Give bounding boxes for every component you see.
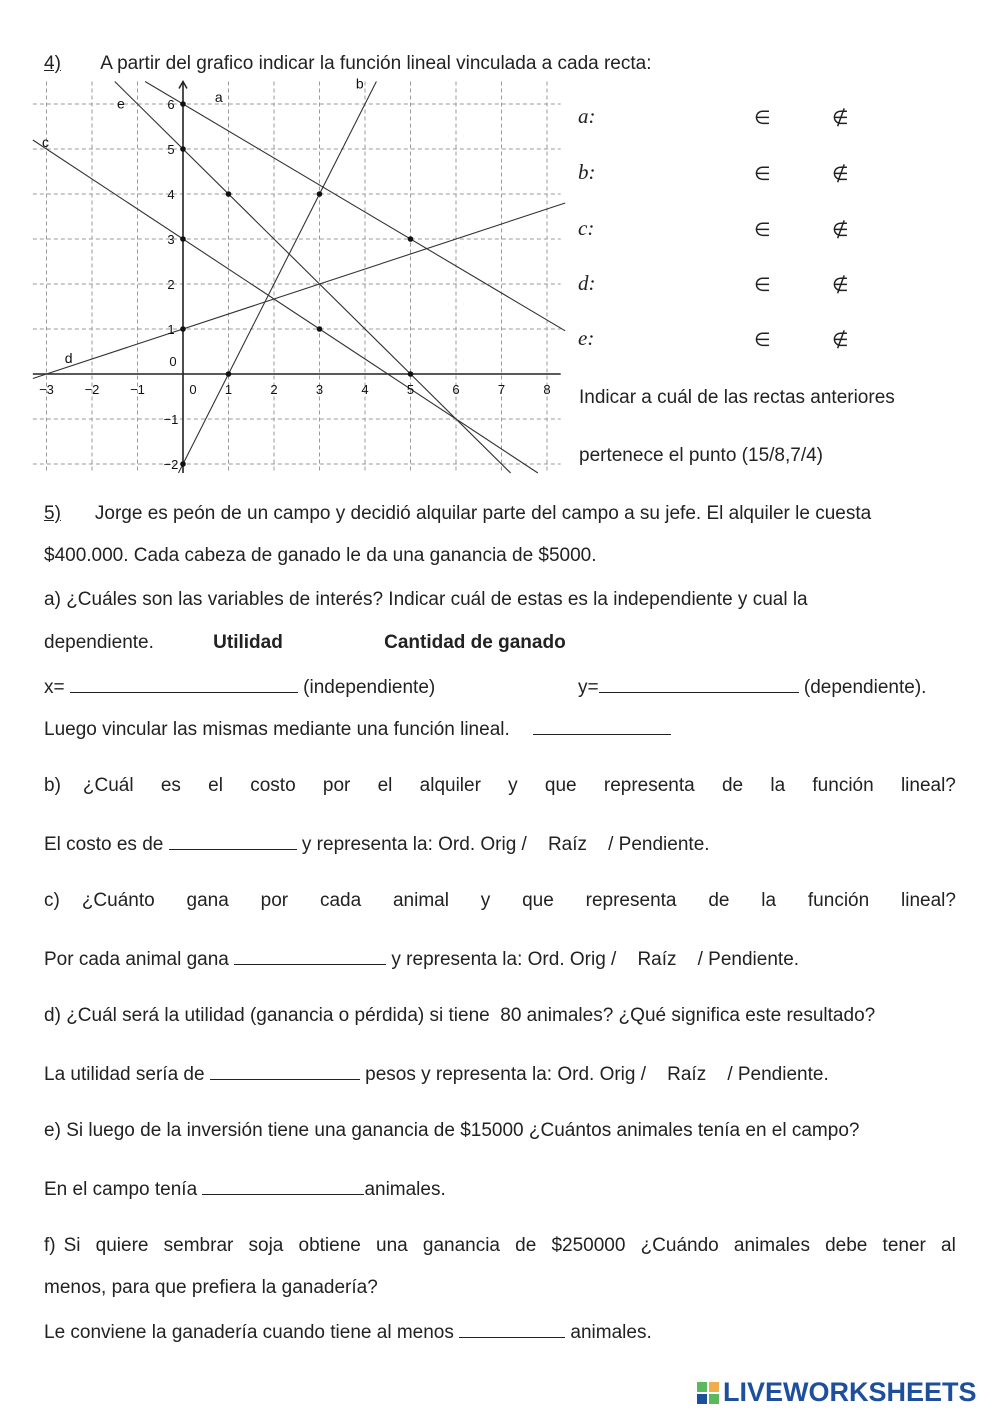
element-of-symbol[interactable]: ∈ xyxy=(754,329,771,351)
word: ¿Cuánto xyxy=(81,890,155,911)
min-animals-blank[interactable] xyxy=(459,1319,565,1338)
option-utilidad[interactable]: Utilidad xyxy=(213,632,283,653)
function-blank[interactable] xyxy=(533,716,671,735)
word: función xyxy=(812,775,874,796)
answer-end: pesos y representa la: Ord. Orig / Raíz / Pendiente. xyxy=(365,1064,829,1085)
answer-start: El costo es de xyxy=(44,834,164,855)
word: representa xyxy=(585,890,677,911)
line-label: c: xyxy=(578,216,595,240)
part-letter: e) xyxy=(44,1120,61,1141)
point-question-line-2: pertenece el punto (15/8,7/4) xyxy=(579,445,824,466)
answer-start: Le conviene la ganadería cuando tiene al menos xyxy=(44,1322,454,1343)
word: ganancia xyxy=(422,1235,500,1256)
liveworksheets-logo[interactable] xyxy=(697,1377,977,1408)
part-f-question-line-2: menos, para que prefiera la ganadería? xyxy=(44,1277,378,1298)
logo-icon xyxy=(697,1382,719,1404)
answer-end: animales. xyxy=(364,1179,446,1200)
cost-blank[interactable] xyxy=(169,831,297,850)
part-d-question xyxy=(44,1004,875,1028)
part-f-answer xyxy=(44,1319,652,1345)
word: de xyxy=(708,890,730,911)
part-letter: c) xyxy=(44,890,60,911)
word: es xyxy=(160,775,181,796)
line-label: e: xyxy=(578,326,595,350)
x-tick-label: 2 xyxy=(270,382,278,397)
y-variable-blank[interactable] xyxy=(599,674,799,693)
line-label: b: xyxy=(578,160,596,184)
part-b-question xyxy=(44,774,956,798)
word: soja xyxy=(248,1235,284,1256)
part-letter: b) xyxy=(44,775,61,796)
answer-end: y representa la: Ord. Orig / Raíz / Pendiente. xyxy=(391,949,800,970)
data-point xyxy=(180,236,186,242)
word: debe xyxy=(825,1235,868,1256)
answer-start: En el campo tenía xyxy=(44,1179,198,1200)
word: de xyxy=(721,775,744,796)
line-label: a: xyxy=(578,104,596,128)
linear-functions-graph xyxy=(30,76,575,486)
x-label: x= xyxy=(44,677,65,698)
word: la xyxy=(761,890,777,911)
word: lineal? xyxy=(900,775,956,796)
not-element-of-symbol[interactable]: ∉ xyxy=(832,329,849,351)
intro-text: Jorge es peón de un campo y decidió alquilar parte del campo a su jefe. El alquiler le cuesta xyxy=(94,503,872,524)
y-note: (dependiente). xyxy=(803,677,927,698)
question-number: 5) xyxy=(44,503,61,524)
word: quiere xyxy=(95,1235,149,1256)
not-element-of-symbol[interactable]: ∉ xyxy=(832,163,849,185)
word: el xyxy=(208,775,223,796)
part-d-answer xyxy=(44,1061,829,1087)
part-a-text: ¿Cuáles son las variables de interés? Indicar cuál de estas es la independiente y cual la xyxy=(66,589,808,610)
part-letter: a) xyxy=(44,589,61,610)
answer-start: La utilidad sería de xyxy=(44,1064,205,1085)
word: y xyxy=(480,890,491,911)
element-of-symbol[interactable]: ∈ xyxy=(754,107,771,129)
line-a xyxy=(145,82,565,331)
element-of-symbol[interactable]: ∈ xyxy=(754,219,771,241)
x-variable-row xyxy=(44,674,435,700)
y-tick-label: 3 xyxy=(167,232,175,247)
answer-start: Por cada animal gana xyxy=(44,949,229,970)
part-a-text-end: dependiente. xyxy=(44,632,154,653)
part-c-answer xyxy=(44,946,799,972)
word: que xyxy=(544,775,577,796)
not-element-of-symbol[interactable]: ∉ xyxy=(832,219,849,241)
word: el xyxy=(377,775,393,796)
part-f-text xyxy=(64,1234,956,1258)
word: por xyxy=(260,890,289,911)
part-c-question xyxy=(44,889,956,913)
word: $250000 xyxy=(551,1235,626,1256)
part-letter: f) xyxy=(44,1235,56,1256)
question-5-intro-line-2: $400.000. Cada cabeza de ganado le da una ganancia de $5000. xyxy=(44,545,597,566)
word: sembrar xyxy=(163,1235,234,1256)
x-tick-label: 4 xyxy=(361,382,369,397)
word: que xyxy=(522,890,554,911)
part-c-text xyxy=(82,889,956,913)
y-variable-row xyxy=(578,674,926,700)
x-tick-label: −2 xyxy=(84,382,100,397)
option-cantidad-ganado[interactable]: Cantidad de ganado xyxy=(384,632,566,653)
part-letter: d) xyxy=(44,1005,61,1026)
x-tick-label: 3 xyxy=(315,382,324,397)
line-label: d: xyxy=(578,271,596,295)
data-point xyxy=(317,326,323,332)
answer-end: animales. xyxy=(570,1322,652,1343)
word: ¿Cuándo xyxy=(640,1235,719,1256)
word: al xyxy=(941,1235,956,1256)
data-point xyxy=(408,371,414,377)
word: Si xyxy=(63,1235,81,1256)
question-5-intro-line-1 xyxy=(44,502,956,526)
y-label: y= xyxy=(578,677,599,698)
word: costo xyxy=(250,775,296,796)
element-of-symbol[interactable]: ∈ xyxy=(754,274,771,296)
y-tick-label: 2 xyxy=(167,277,175,292)
y-tick-label: 6 xyxy=(167,97,175,112)
x-tick-label: 1 xyxy=(224,382,233,397)
line-b xyxy=(178,82,376,474)
data-point xyxy=(180,146,186,152)
data-point xyxy=(226,191,232,197)
word: función xyxy=(807,890,870,911)
question-4-header xyxy=(44,52,652,76)
data-point xyxy=(226,371,232,377)
gain-per-animal-blank[interactable] xyxy=(234,946,386,965)
answer-end: y representa la: Ord. Orig / Raíz / Pendiente. xyxy=(301,834,710,855)
x-tick-label: 5 xyxy=(406,382,415,397)
line-name-label: d xyxy=(64,349,73,366)
part-e-text: Si luego de la inversión tiene una ganancia de $15000 ¿Cuántos animales tenía en el campo? xyxy=(66,1120,860,1141)
part-f-question-line-1 xyxy=(44,1234,956,1258)
word: y xyxy=(508,775,518,796)
word: obtiene xyxy=(298,1235,361,1256)
part-b-answer xyxy=(44,831,710,857)
x-variable-blank[interactable] xyxy=(70,674,298,693)
y-tick-label: 5 xyxy=(167,142,175,157)
x-tick-label: −1 xyxy=(130,382,145,397)
element-of-symbol[interactable]: ∈ xyxy=(754,163,771,185)
y-tick-label: −2 xyxy=(163,457,179,472)
part-d-text: ¿Cuál será la utilidad (ganancia o pérdida) si tiene 80 animales? ¿Qué significa este resultado? xyxy=(66,1005,876,1026)
word: lineal? xyxy=(901,890,956,911)
not-element-of-symbol[interactable]: ∉ xyxy=(832,107,849,129)
data-point xyxy=(180,461,186,467)
line-name-label: b xyxy=(355,76,364,92)
x-tick-label: 0 xyxy=(189,382,197,397)
line-name-label: a xyxy=(214,88,223,105)
word: de xyxy=(515,1235,537,1256)
part-b-text xyxy=(83,774,956,798)
link-text: Luego vincular las mismas mediante una función lineal. xyxy=(44,719,510,740)
y-tick-label: −1 xyxy=(163,412,179,427)
data-point xyxy=(180,326,186,332)
word: representa xyxy=(603,775,695,796)
data-point xyxy=(317,191,323,197)
question-title: A partir del grafico indicar la función lineal vinculada a cada recta: xyxy=(100,53,652,74)
x-tick-label: −3 xyxy=(39,382,54,397)
word: gana xyxy=(186,890,229,911)
part-e-question xyxy=(44,1119,859,1143)
y-tick-label: 1 xyxy=(167,322,175,337)
line-name-label: c xyxy=(41,133,49,150)
line-d xyxy=(33,203,565,378)
word: por xyxy=(322,775,351,796)
part-a-question-line-2 xyxy=(44,631,566,655)
y-tick-label: 4 xyxy=(167,187,175,202)
data-point xyxy=(180,101,186,107)
data-point xyxy=(408,236,414,242)
part-e-answer xyxy=(44,1176,446,1202)
animals-blank[interactable] xyxy=(202,1176,364,1195)
word: alquiler xyxy=(419,775,481,796)
word: la xyxy=(770,775,786,796)
word: cada xyxy=(319,890,362,911)
word: animal xyxy=(392,890,449,911)
logo-text: LIVEWORKSHEETS xyxy=(723,1377,977,1407)
word: una xyxy=(376,1235,408,1256)
line-c xyxy=(33,140,538,473)
x-tick-label: 7 xyxy=(497,382,506,397)
word: tener xyxy=(882,1235,926,1256)
point-question-line-1: Indicar a cuál de las rectas anteriores xyxy=(579,387,895,408)
word: animales xyxy=(733,1235,810,1256)
x-tick-label: 8 xyxy=(543,382,551,397)
not-element-of-symbol[interactable]: ∉ xyxy=(832,274,849,296)
x-note: (independiente) xyxy=(303,677,436,698)
x-tick-label: 6 xyxy=(452,382,460,397)
word: ¿Cuál xyxy=(82,775,134,796)
y-tick-label: 0 xyxy=(169,354,177,369)
function-link-row xyxy=(44,716,671,742)
question-number: 4) xyxy=(44,53,61,74)
part-a-question-line-1 xyxy=(44,588,956,612)
line-name-label: e xyxy=(117,95,125,112)
utility-blank[interactable] xyxy=(210,1061,360,1080)
